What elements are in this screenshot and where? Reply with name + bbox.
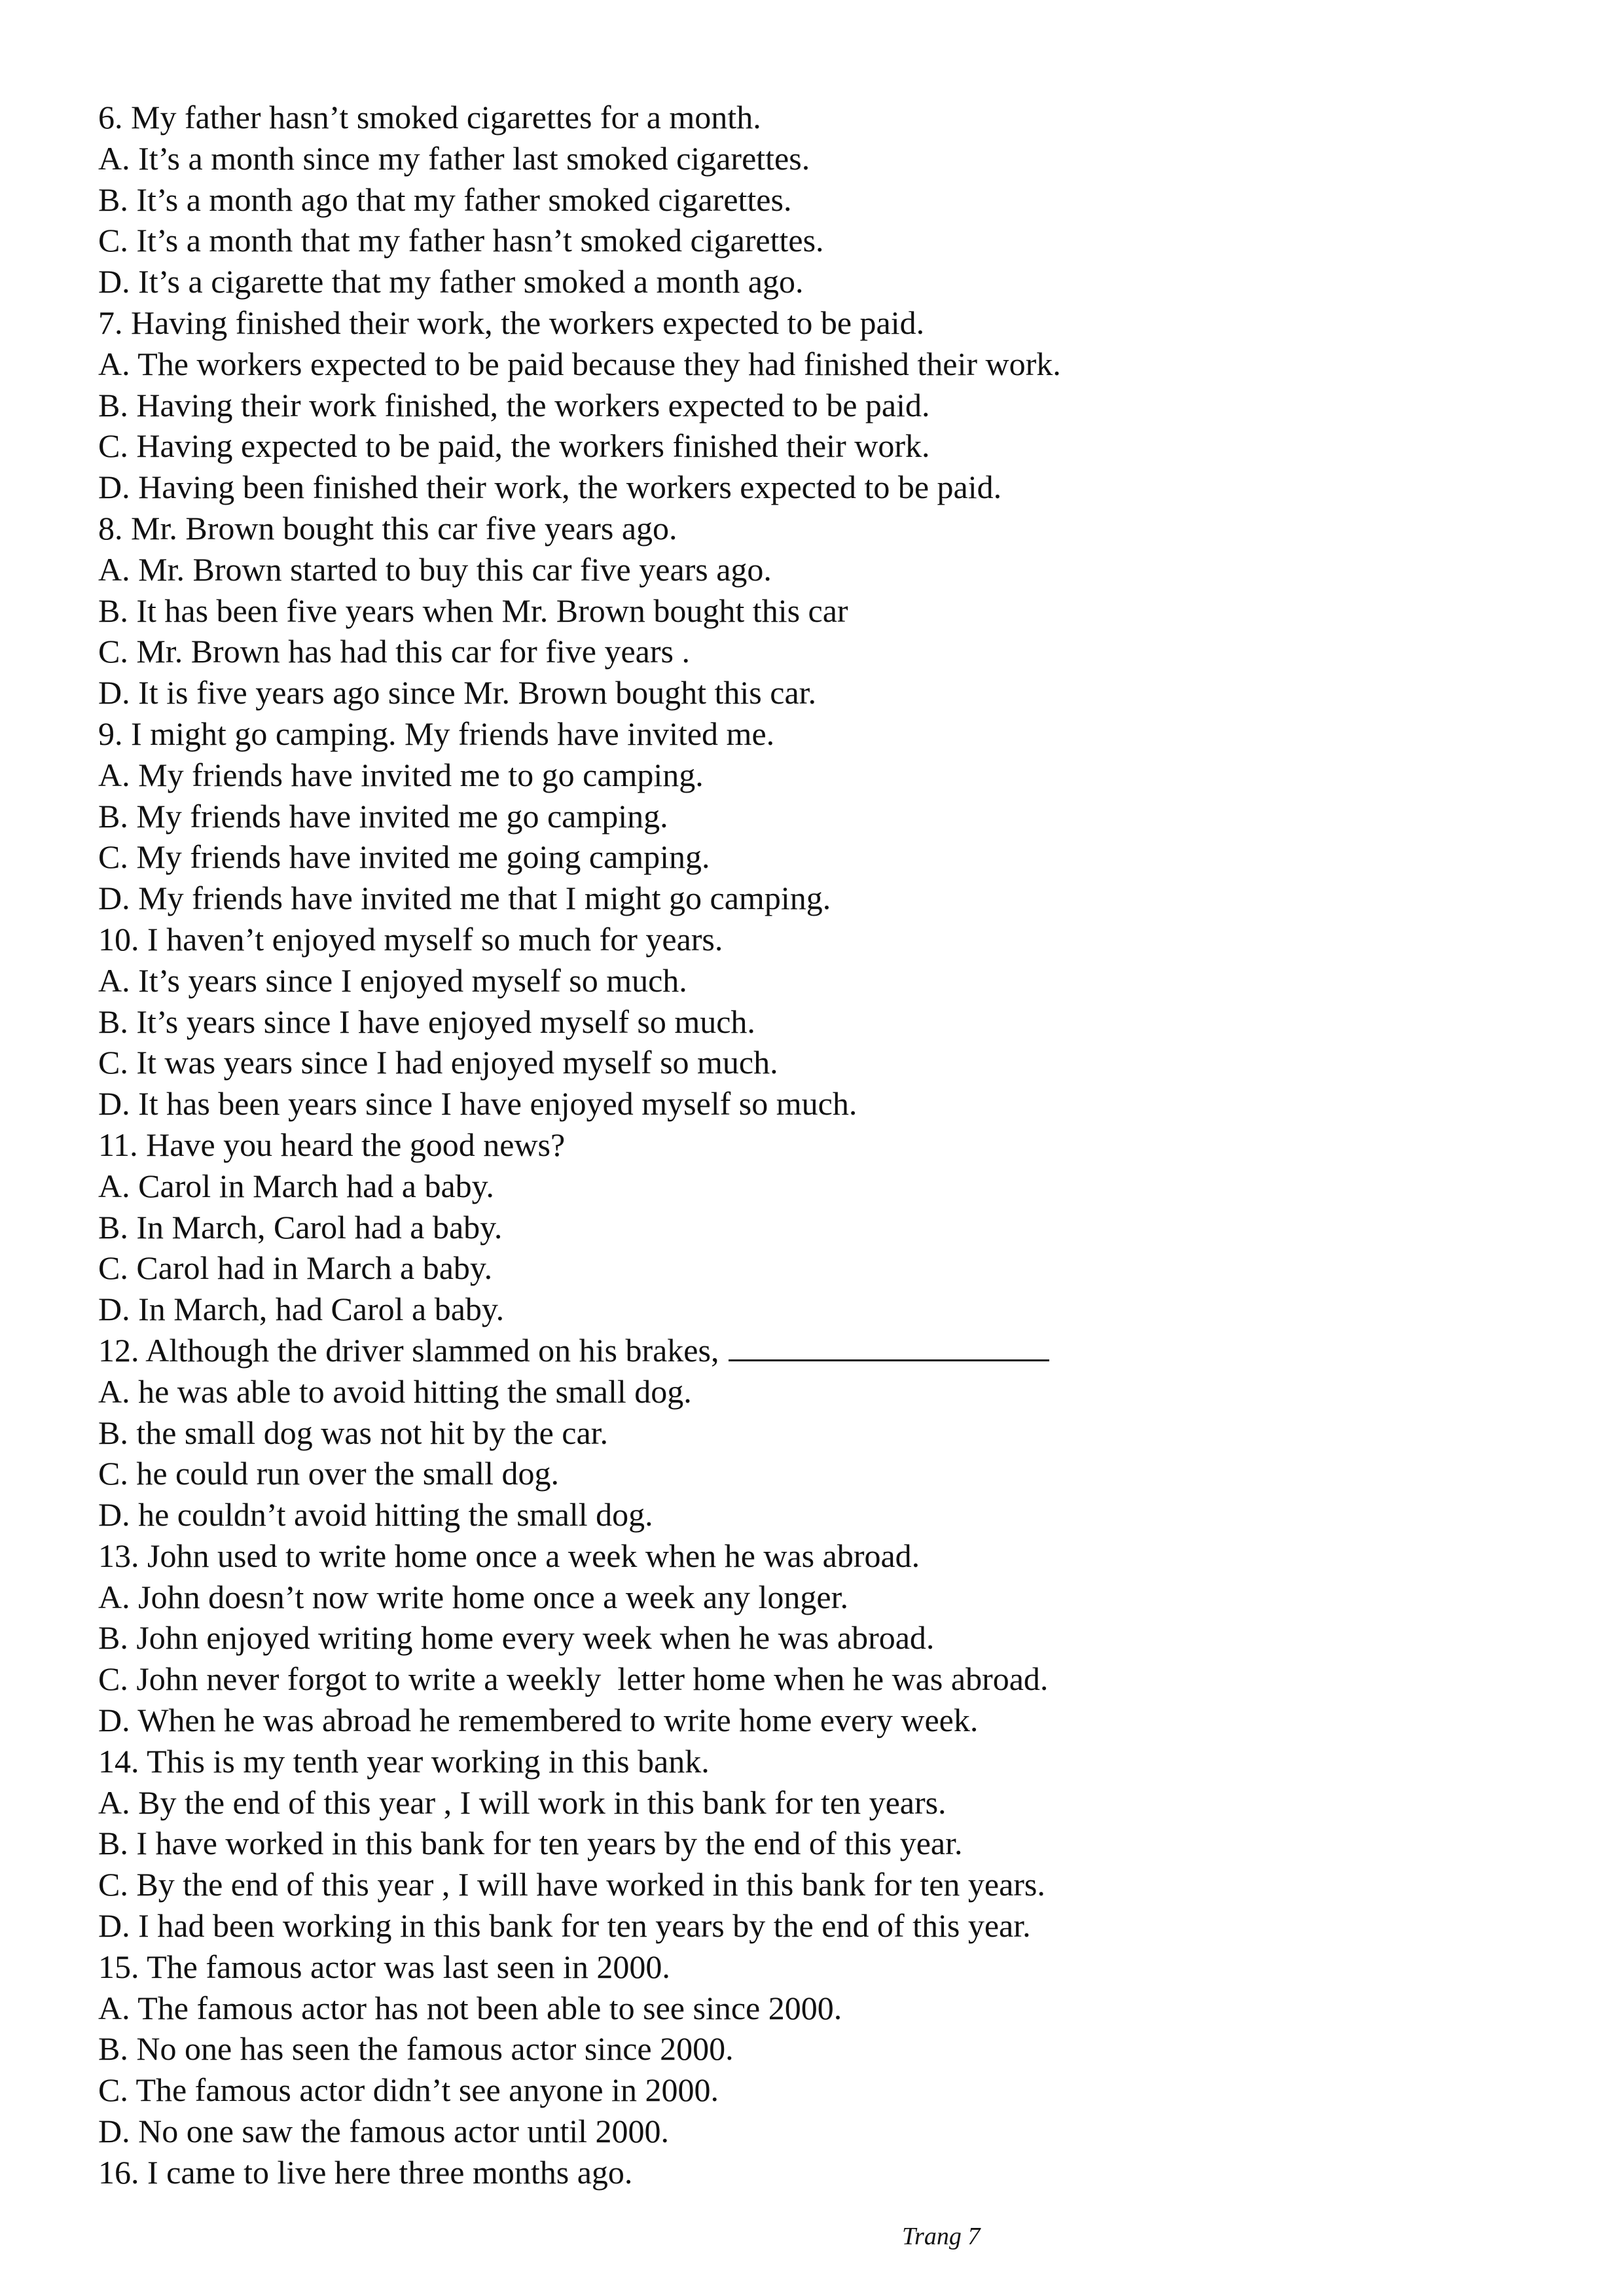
question-6: 6. My father hasn’t smoked cigarettes for a month. [98, 99, 761, 135]
option-12a: A. he was able to avoid hitting the small dog. [98, 1372, 692, 1410]
option-12d: D. he couldn’t avoid hitting the small dog. [98, 1496, 653, 1534]
question-14: 14. This is my tenth year working in this bank. [98, 1742, 710, 1780]
option-12c: C. he could run over the small dog. [98, 1455, 560, 1492]
option-15b: B. No one has seen the famous actor since 2000. [98, 2030, 734, 2068]
option-10d: D. It has been years since I have enjoyed myself so much. [98, 1085, 857, 1122]
option-13d: D. When he was abroad he remembered to write home every week. [98, 1702, 979, 1739]
option-8a: A. Mr. Brown started to buy this car five years ago. [98, 550, 772, 588]
option-7d: D. Having been finished their work, the workers expected to be paid. [98, 469, 1002, 506]
option-14c: C. By the end of this year , I will have worked in this bank for ten years. [98, 1866, 1045, 1903]
option-7b: B. Having their work finished, the workers expected to be paid. [98, 386, 930, 423]
option-10c: C. It was years since I had enjoyed myself so much. [98, 1044, 778, 1081]
option-9a: A. My friends have invited me to go camping. [98, 756, 704, 793]
question-11: 11. Have you heard the good news? [98, 1126, 566, 1163]
question-8: 8. Mr. Brown bought this car five years ago. [98, 509, 677, 547]
option-10a: A. It’s years since I enjoyed myself so much. [98, 961, 687, 999]
option-7a: A. The workers expected to be paid because they had finished their work. [98, 345, 1061, 382]
option-13a: A. John doesn’t now write home once a week any longer. [98, 1578, 849, 1615]
option-15a: A. The famous actor has not been able to see since 2000. [98, 1989, 842, 2026]
option-11d: D. In March, had Carol a baby. [98, 1291, 505, 1328]
option-9b: B. My friends have invited me go camping. [98, 797, 668, 834]
option-13c: C. John never forgot to write a weekly letter home when he was abroad. [98, 1660, 1049, 1698]
option-9d: D. My friends have invited me that I might go camping. [98, 880, 831, 917]
option-7c: C. Having expected to be paid, the workers finished their work. [98, 427, 930, 465]
option-13b: B. John enjoyed writing home every week when he was abroad. [98, 1619, 935, 1657]
question-13: 13. John used to write home once a week when he was abroad. [98, 1537, 920, 1574]
option-9c: C. My friends have invited me going camping. [98, 838, 710, 876]
question-list [98, 97, 1538, 2193]
question-12 [98, 1330, 1538, 1371]
option-10b: B. It’s years since I have enjoyed myself so much. [98, 1003, 755, 1040]
option-8b: B. It has been five years when Mr. Brown bought this car [98, 592, 848, 629]
question-9: 9. I might go camping. My friends have invited me. [98, 715, 775, 752]
option-8c: C. Mr. Brown has had this car for five years . [98, 633, 690, 670]
option-6c: C. It’s a month that my father hasn’t smoked cigarettes. [98, 222, 824, 259]
page-number: Trang 7 [902, 2223, 981, 2250]
option-11b: B. In March, Carol had a baby. [98, 1208, 503, 1246]
option-6a: A. It’s a month since my father last smoked cigarettes. [98, 139, 810, 177]
option-11a: A. Carol in March had a baby. [98, 1167, 494, 1204]
option-15c: C. The famous actor didn’t see anyone in 2000. [98, 2072, 719, 2109]
option-14d: D. I had been working in this bank for ten years by the end of this year. [98, 1907, 1031, 1945]
option-15d: D. No one saw the famous actor until 2000. [98, 2113, 670, 2150]
option-14b: B. I have worked in this bank for ten years by the end of this year. [98, 1825, 963, 1862]
option-8d: D. It is five years ago since Mr. Brown bought this car. [98, 674, 817, 711]
option-6b: B. It’s a month ago that my father smoked cigarettes. [98, 181, 792, 218]
question-7: 7. Having finished their work, the workers expected to be paid. [98, 304, 925, 341]
question-15: 15. The famous actor was last seen in 2000. [98, 1948, 670, 1985]
option-11c: C. Carol had in March a baby. [98, 1249, 493, 1287]
option-6d: D. It’s a cigarette that my father smoked a month ago. [98, 263, 804, 300]
option-14a: A. By the end of this year , I will work in this bank for ten years. [98, 1784, 947, 1821]
question-16: 16. I came to live here three months ago. [98, 2153, 633, 2191]
answer-blank [729, 1332, 1049, 1361]
option-12b: B. the small dog was not hit by the car. [98, 1414, 609, 1451]
question-10: 10. I haven’t enjoyed myself so much for years. [98, 920, 723, 958]
question-12-text: 12. Although the driver slammed on his brakes, [98, 1331, 719, 1369]
